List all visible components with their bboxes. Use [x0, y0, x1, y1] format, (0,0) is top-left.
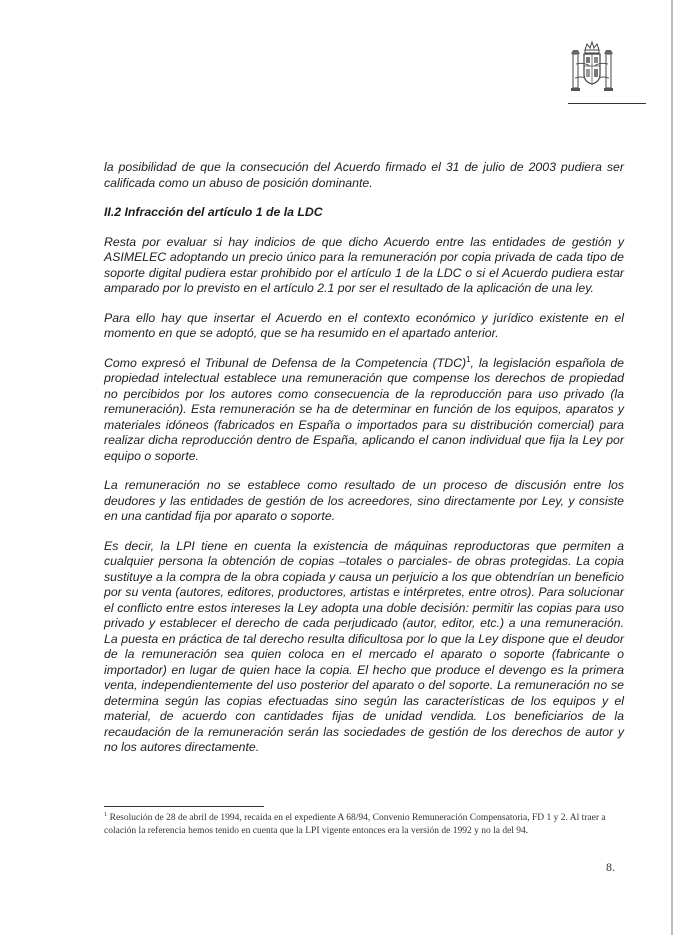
paragraph-continuation: la posibilidad de que la consecución del Acuerdo firmado el 31 de julio de 2003 pudiera ser calificada como un abuso de posición dominante.: [104, 160, 624, 190]
page-edge-shadow: [671, 0, 673, 935]
section-heading: II.2 Infracción del artículo 1 de la LDC: [104, 205, 323, 219]
body-text: [104, 160, 624, 770]
footnote: [104, 812, 626, 837]
paragraph-with-footnote: [104, 356, 624, 465]
page-number: 8.: [606, 860, 615, 874]
footnote-number: 1: [104, 810, 108, 818]
footnote-separator: [104, 806, 264, 807]
paragraph: Es decir, la LPI tiene en cuenta la existencia de máquinas reproductoras que permiten a cualquier persona la obtención de copias –totales o parciales- de obras protegidas. La copia sustituye a la compra de la obra copiada y causa un perjuicio a los que obtendrían un beneficio por su venta (autores, editores, productores, artistas e intérpretes, entre otros). Para solucionar el conflicto entre estos intereses la Ley adopta una doble decisión: permitir las copias para uso privado y establecer el derecho de cada perjudicado (autor, editor, etc.) a una remuneración. La puesta en práctica de tal derecho resulta dificultosa por lo que la Ley dispone que el deudor de la remuneración sea quien coloca en el mercado el aparato o soporte (fabricante o importador) en lugar de quien hace la copia. El hecho que produce el devengo es la primera venta, independientemente del uso posterior del aparato o del soporte. La remuneración no se determina según las copias efectuadas sino según las características de los equipos y el material, de acuerdo con cantidades fijas de unidad vendida. Los beneficiarios de la recaudación de la remuneración serán las sociedades de gestión de los derechos de autor y no los autores directamente.: [104, 538, 624, 754]
paragraph: Resta por evaluar si hay indicios de que dicho Acuerdo entre las entidades de gestión y ASIMELEC adoptando un precio único para la remuneración por copia privada de cada tipo de soporte digital pudiera estar prohibido por el artículo 1 de la LDC o si el Acuerdo pudiera estar amparado por lo previsto en el artículo 2.1 por ser el resultado de la aplicación de una ley.: [104, 234, 624, 295]
header-rule: [568, 103, 646, 104]
paragraph-text: , la legislación española de propiedad intelectual establece una remuneración que compense los derechos de propiedad no percibidos por los autores como consecuencia de la reproducción para uso privado (la remuneración). Esta remuneración se ha de determinar en función de los equipos, aparatos y materiales idóneos (fabricados en España o importados para su distribución comercial) para realizar dicha reproducción dentro de España, aplicando el canon individual que fija la Ley por equipo o soporte.: [104, 355, 624, 463]
paragraph: Para ello hay que insertar el Acuerdo en el contexto económico y jurídico existente en el momento en que se adoptó, que se ha resumido en el apartado anterior.: [104, 310, 624, 340]
paragraph-text: Como expresó el Tribunal de Defensa de la Competencia (TDC): [104, 355, 467, 370]
paragraph: La remuneración no se establece como resultado de un proceso de discusión entre los deudores y las entidades de gestión de los acreedores, sino directamente por Ley, y consiste en una cantidad fija por aparato o soporte.: [104, 478, 624, 523]
footnote-text: Resolución de 28 de abril de 1994, recaída en el expediente A 68/94, Convenio Remuneración Compensatoria, FD 1 y 2. Al traer a colación la referencia hemos tenido en cuenta que la LPI vigente entonces era la versión de 1992 y no la del 94.: [104, 813, 606, 836]
coat-of-arms-emblem: [568, 40, 616, 96]
footnote-reference[interactable]: 1: [466, 354, 471, 364]
